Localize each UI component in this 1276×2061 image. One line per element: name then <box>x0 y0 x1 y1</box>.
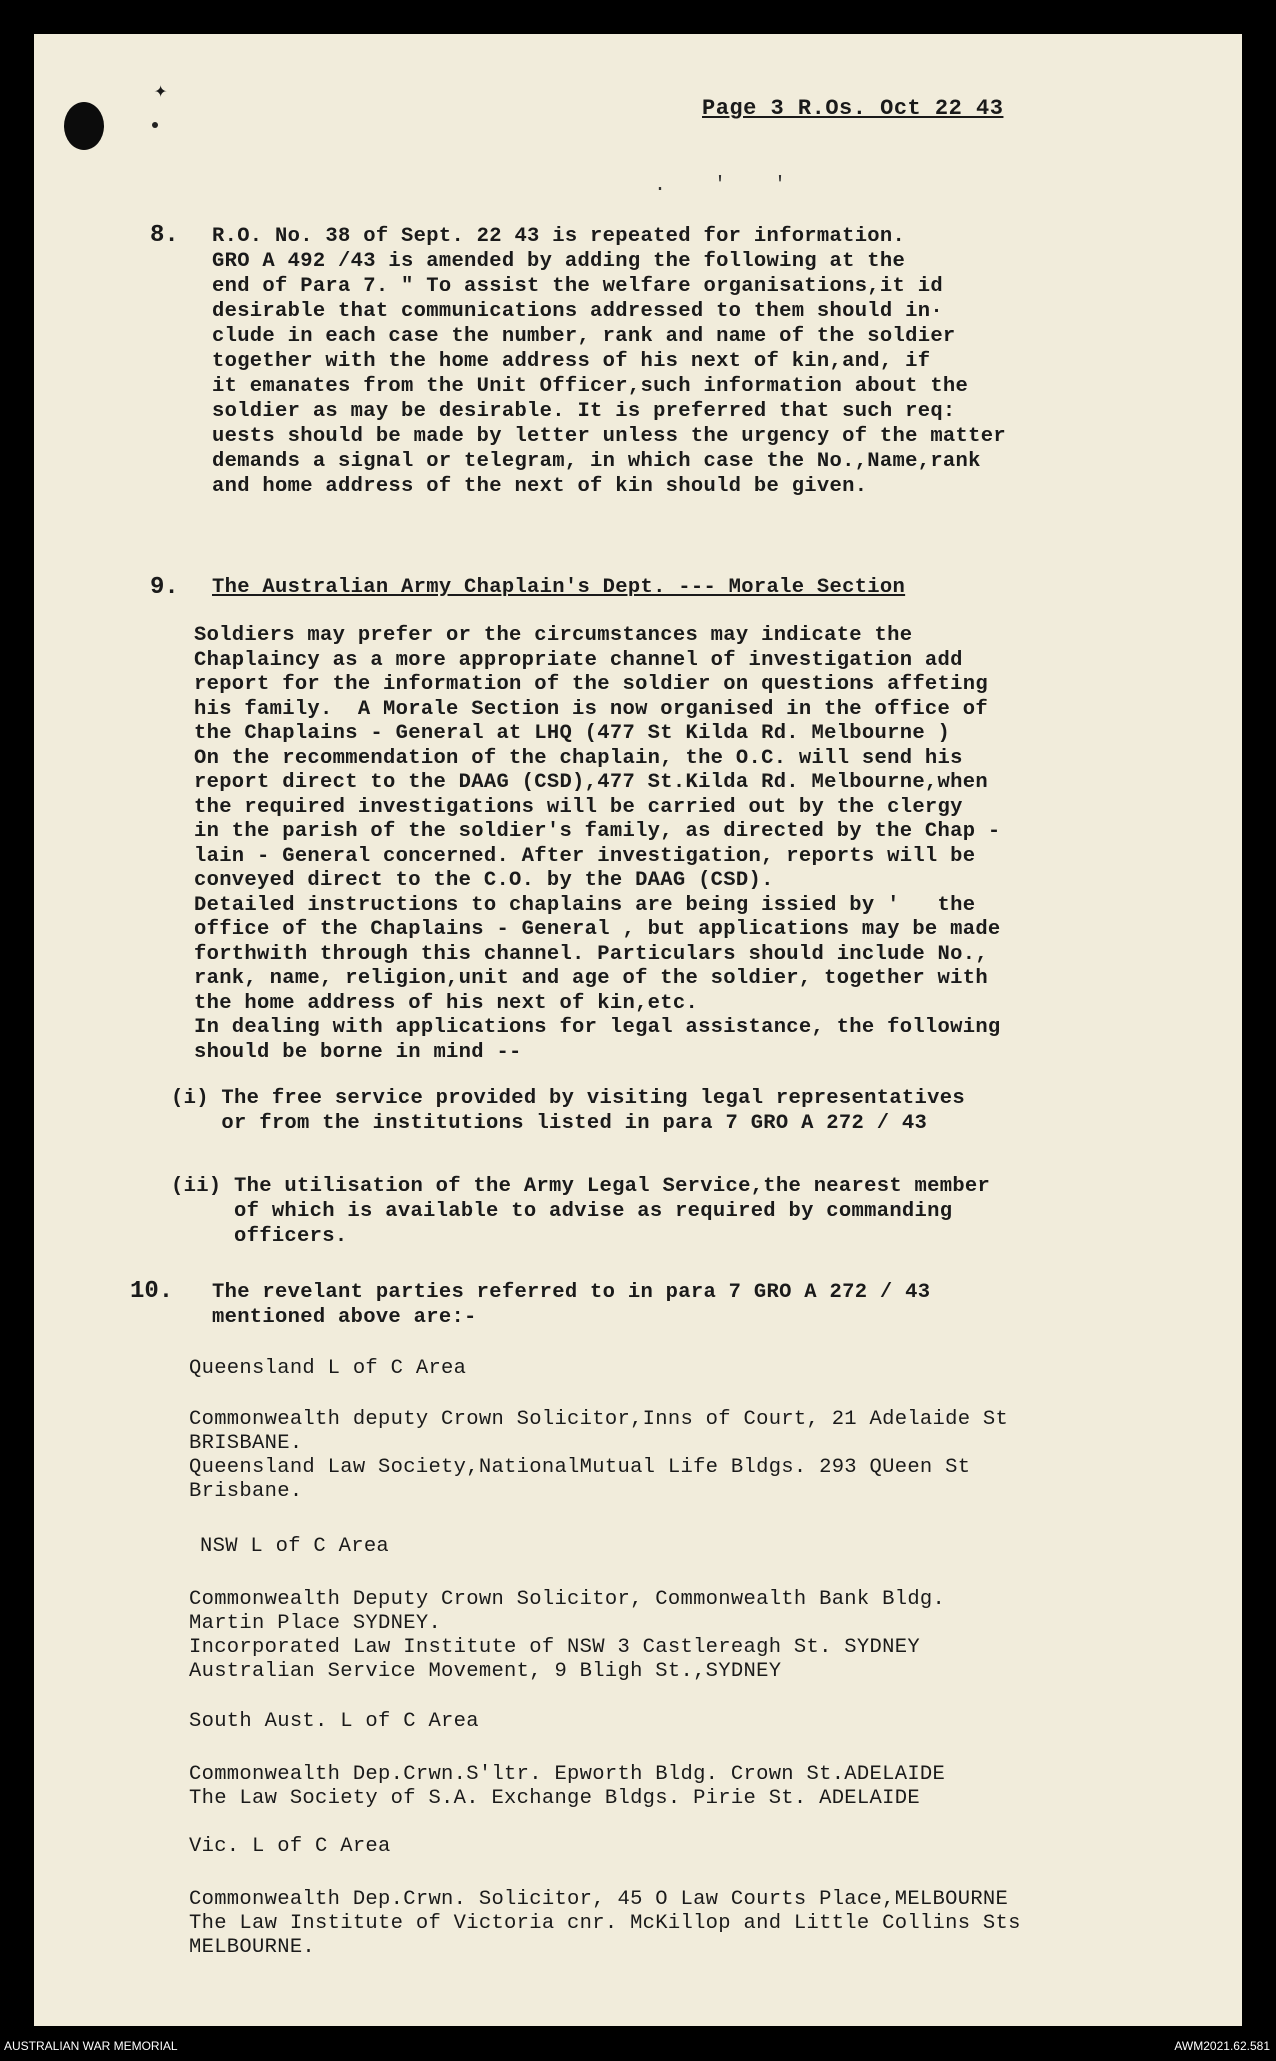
nsw-body: Commonwealth Deputy Crown Solicitor, Commonwealth Bank Bldg. Martin Place SYDNEY. Incorporated Law Institute of NSW 3 Castlereagh St. SYDNEY Australian Service Movement, 9 Bligh St.,SYDNEY <box>189 1588 946 1683</box>
punch-hole <box>64 102 104 150</box>
footer-right: AWM2021.62.581 <box>1174 2039 1270 2053</box>
para-9-number: 9. <box>150 574 179 601</box>
nsw-heading: NSW L of C Area <box>200 1535 390 1558</box>
qld-body: Commonwealth deputy Crown Solicitor,Inns of Court, 21 Adelaide St BRISBANE. Queensland Law Society,NationalMutual Life Bldgs. 293 QUeen St Brisbane. <box>189 1408 1009 1503</box>
para-9-heading: The Australian Army Chaplain's Dept. --- Morale Section <box>212 576 906 599</box>
pen-mark-icon: ✦ <box>154 79 168 104</box>
para-9-item-ii: (ii) The utilisation of the Army Legal Service,the nearest member of which is available to advise as required by commanding officers. <box>171 1175 991 1248</box>
sa-body: Commonwealth Dep.Crwn.S'ltr. Epworth Bldg. Crown St.ADELAIDE The Law Society of S.A. Exchange Bldgs. Pirie St. ADELAIDE <box>189 1763 946 1810</box>
vic-heading: Vic. L of C Area <box>189 1835 391 1858</box>
document-page <box>34 34 1242 2026</box>
footer-left: AUSTRALIAN WAR MEMORIAL <box>4 2039 178 2053</box>
para-10-number: 10. <box>130 1278 174 1305</box>
page-reference: Page 3 R.Os. Oct 22 43 <box>702 96 1004 121</box>
stray-marks: . ' ' <box>654 174 805 197</box>
qld-heading: Queensland L of C Area <box>189 1357 467 1380</box>
vic-body: Commonwealth Dep.Crwn. Solicitor, 45 O Law Courts Place,MELBOURNE The Law Institute of Victoria cnr. McKillop and Little Collins Sts MELBOURNE. <box>189 1888 1021 1959</box>
para-10-intro: The revelant parties referred to in para 7 GRO A 272 / 43 mentioned above are:- <box>212 1281 931 1329</box>
ink-dot <box>152 122 158 128</box>
sa-heading: South Aust. L of C Area <box>189 1710 479 1733</box>
para-8-number: 8. <box>150 222 179 249</box>
para-9-item-i: (i) The free service provided by visiting legal representatives or from the institutions listed in para 7 GRO A 272 / 43 <box>171 1087 965 1135</box>
para-9-body: Soldiers may prefer or the circumstances may indicate the Chaplaincy as a more appropriate channel of investigation add report for the information of the soldier on questions affeting his family. A Morale Section is now organised in the office of the Chaplains - General at LHQ (477 St Kilda Rd. Melbourne ) On the recommendation of the chaplain, the O.C. will send his report direct to the DAAG (CSD),477 St.Kilda Rd. Melbourne,when the required investigations will be carried out by the clergy in the parish of the soldier's family, as directed by the Chap - lain - General concerned. After investigation, reports will be conveyed direct to the C.O. by the DAAG (CSD). Detailed instructions to chaplains are being issied by ' the office of the Chaplains - General , but applications may be made forthwith through this channel. Particulars should include No., rank, name, religion,unit and age of the soldier, together with the home address of his next of kin,etc. In dealing with applications for legal assistance, the following should be borne in mind -- <box>194 624 1001 1064</box>
para-8-text: R.O. No. 38 of Sept. 22 43 is repeated for information. GRO A 492 /43 is amended by adding the following at the end of Para 7. " To assist the welfare organisations,it id desirable that communications addressed to them should in· clude in each case the number, rank and name of the soldier together with the home address of his next of kin,and, if it emanates from the Unit Officer,such information about the soldier as may be desirable. It is preferred that such req: uests should be made by letter unless the urgency of the matter demands a signal or telegram, in which case the No.,Name,rank and home address of the next of kin should be given. <box>212 225 1006 498</box>
